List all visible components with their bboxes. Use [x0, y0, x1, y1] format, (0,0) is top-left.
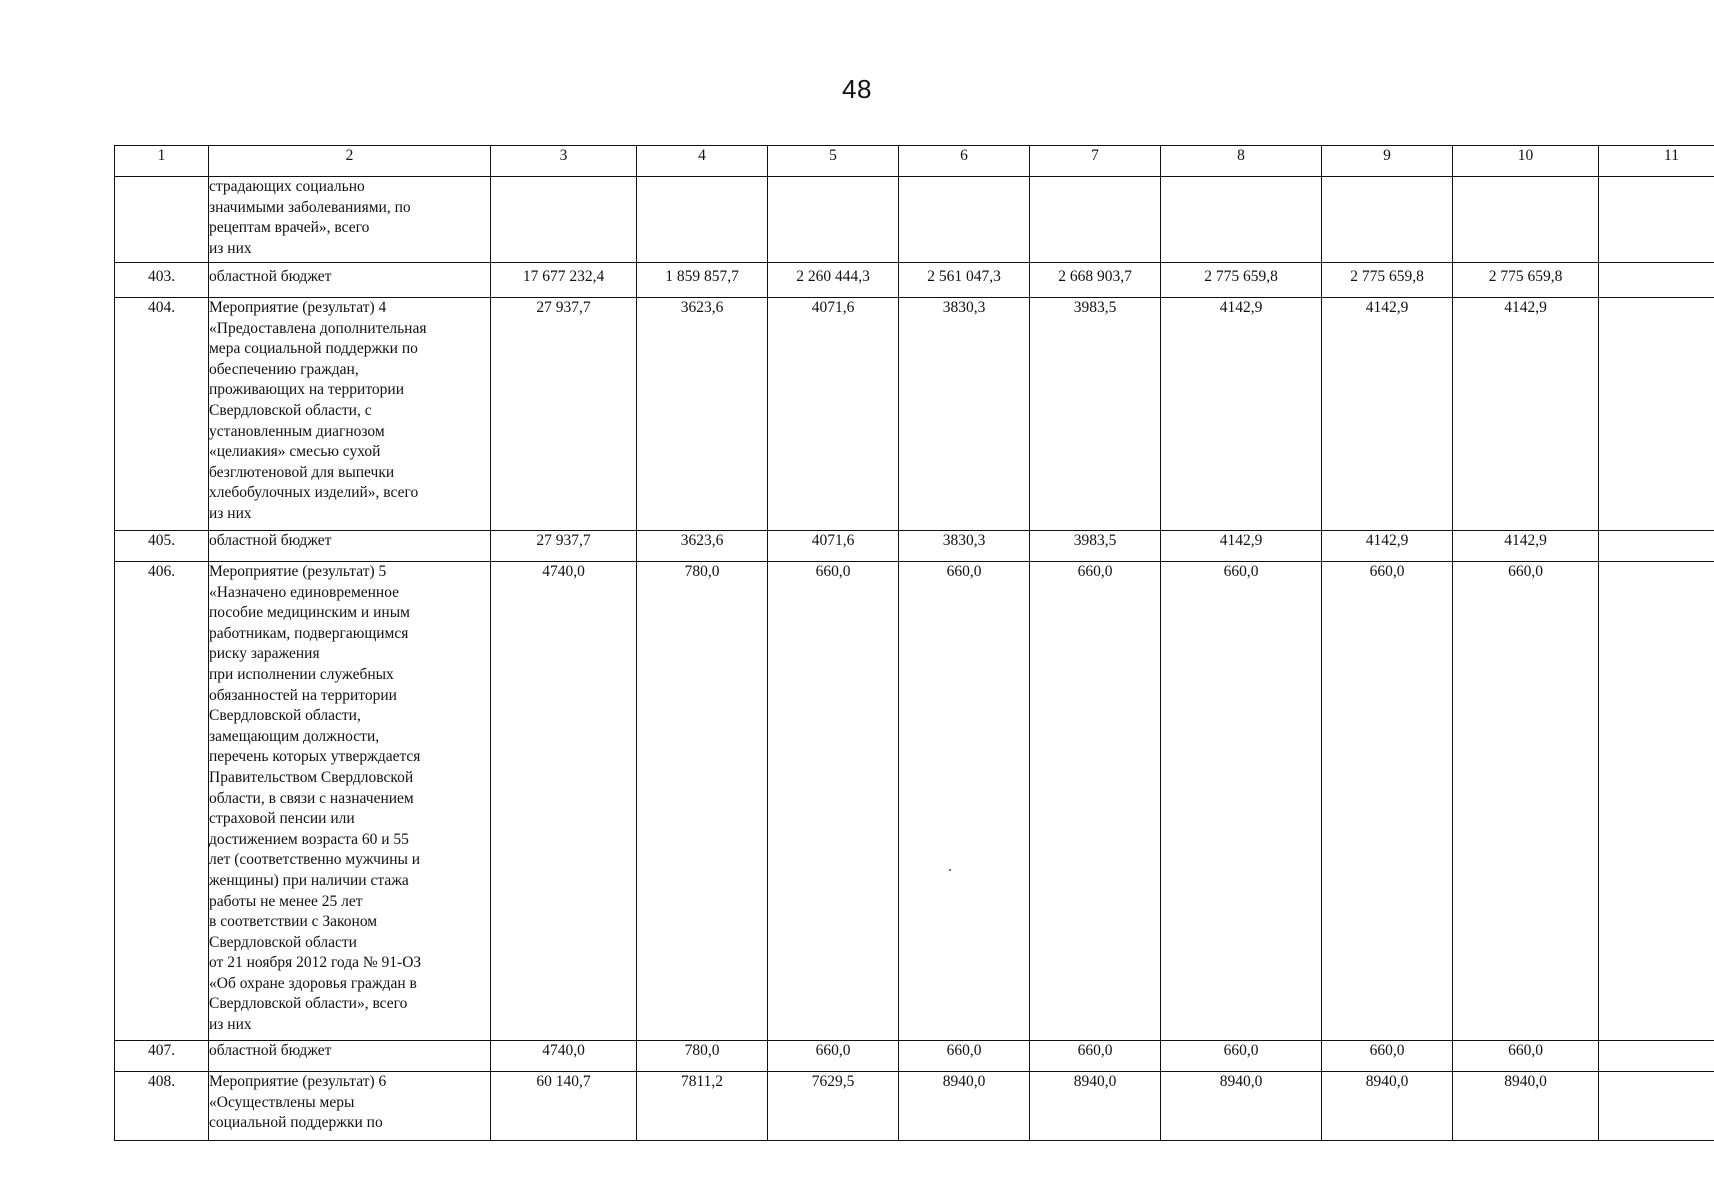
- value-cell-col-7: 3983,5: [1030, 531, 1161, 562]
- description-line: «Об охране здоровья граждан в: [209, 974, 417, 992]
- value-cell-col-5: 660,0: [768, 562, 899, 1041]
- column-header: 10: [1453, 146, 1599, 177]
- value-cell-col-11: [1599, 1041, 1714, 1072]
- value-cell-col-8: 4142,9: [1161, 531, 1322, 562]
- value-cell-col-8: 4142,9: [1161, 298, 1322, 531]
- description-line: мера социальной поддержки по: [209, 340, 418, 358]
- value-cell-col-7: 660,0: [1030, 1041, 1161, 1072]
- value-cell-col-6: [899, 177, 1030, 263]
- value-cell-col-9: 4142,9: [1322, 531, 1453, 562]
- value-cell-col-8: 8940,0: [1161, 1072, 1322, 1141]
- value-cell-col-10: 4142,9: [1453, 298, 1599, 531]
- description-line: «Предоставлена дополнительная: [209, 319, 427, 337]
- value-cell-col-9: 660,0: [1322, 562, 1453, 1041]
- scan-speck: [949, 869, 951, 871]
- description-line: областной бюджет: [209, 1042, 332, 1059]
- table-row: [115, 1072, 1714, 1141]
- value-cell-col-3: 17 677 232,4: [491, 263, 637, 298]
- description-line: «целиакия» смесью сухой: [209, 443, 381, 461]
- value-cell-col-7: 3983,5: [1030, 298, 1161, 531]
- column-header: 7: [1030, 146, 1161, 177]
- column-header: 9: [1322, 146, 1453, 177]
- description-line: областной бюджет: [209, 268, 332, 285]
- table-row: [115, 177, 1714, 263]
- description-line: Свердловской области,: [209, 707, 361, 725]
- row-number: 405.: [115, 531, 209, 562]
- description-line: работы не менее 25 лет: [209, 892, 363, 910]
- value-cell-col-4: 3623,6: [637, 531, 768, 562]
- description-line: Мероприятие (результат) 6: [209, 1073, 387, 1090]
- table-row: [115, 263, 1714, 298]
- value-cell-col-4: 3623,6: [637, 298, 768, 531]
- description-line: хлебобулочных изделий», всего: [209, 484, 419, 502]
- column-header: 8: [1161, 146, 1322, 177]
- value-cell-col-6: 660,0: [899, 1041, 1030, 1072]
- description-line: Правительством Свердловской: [209, 768, 414, 786]
- value-cell-col-4: 7811,2: [637, 1072, 768, 1141]
- column-header: 5: [768, 146, 899, 177]
- description-line: Свердловской области: [209, 933, 357, 951]
- row-number: 403.: [115, 263, 209, 298]
- row-number: 404.: [115, 298, 209, 531]
- description-line: рецептам врачей», всего: [209, 219, 370, 237]
- description-line: Свердловской области, с: [209, 401, 372, 419]
- description-line: из них: [209, 239, 252, 257]
- description-line: от 21 ноября 2012 года № 91-ОЗ: [209, 954, 422, 972]
- value-cell-col-8: 660,0: [1161, 1041, 1322, 1072]
- value-cell-col-7: 2 668 903,7: [1030, 263, 1161, 298]
- value-cell-col-4: 1 859 857,7: [637, 263, 768, 298]
- column-header: 4: [637, 146, 768, 177]
- row-description: [209, 531, 491, 562]
- value-cell-col-3: 27 937,7: [491, 298, 637, 531]
- value-cell-col-10: 660,0: [1453, 1041, 1599, 1072]
- description-line: из них: [209, 504, 252, 522]
- description-line: из них: [209, 1016, 252, 1034]
- column-number-header-row: [115, 146, 1714, 177]
- value-cell-col-7: [1030, 177, 1161, 263]
- description-line: лет (соответственно мужчины и: [209, 851, 421, 869]
- value-cell-col-10: [1453, 177, 1599, 263]
- value-cell-col-9: 4142,9: [1322, 298, 1453, 531]
- value-cell-col-5: 4071,6: [768, 298, 899, 531]
- row-number: 406.: [115, 562, 209, 1041]
- description-line: работникам, подвергающимся: [209, 624, 409, 642]
- description-line: области, в связи с назначением: [209, 789, 414, 807]
- description-line: обеспечению граждан,: [209, 360, 359, 378]
- value-cell-col-10: 4142,9: [1453, 531, 1599, 562]
- table-row: [115, 562, 1714, 1041]
- row-description: [209, 298, 491, 531]
- value-cell-col-8: [1161, 177, 1322, 263]
- value-cell-col-9: 660,0: [1322, 1041, 1453, 1072]
- description-line: страховой пенсии или: [209, 810, 355, 828]
- value-cell-col-3: 60 140,7: [491, 1072, 637, 1141]
- value-cell-col-11: [1599, 177, 1714, 263]
- description-line: перечень которых утверждается: [209, 748, 421, 766]
- value-cell-col-10: 2 775 659,8: [1453, 263, 1599, 298]
- value-cell-col-5: 660,0: [768, 1041, 899, 1072]
- value-cell-col-11: [1599, 531, 1714, 562]
- value-cell-col-9: 8940,0: [1322, 1072, 1453, 1141]
- description-line: риску заражения: [209, 645, 320, 663]
- table-body: [115, 177, 1714, 1141]
- description-line: страдающих социально: [209, 178, 365, 195]
- table-row: [115, 1041, 1714, 1072]
- row-description: [209, 177, 491, 263]
- table-row: [115, 531, 1714, 562]
- value-cell-col-6: 3830,3: [899, 531, 1030, 562]
- description-line: установленным диагнозом: [209, 422, 385, 440]
- value-cell-col-6: 2 561 047,3: [899, 263, 1030, 298]
- value-cell-col-8: 2 775 659,8: [1161, 263, 1322, 298]
- column-header: 11: [1599, 146, 1714, 177]
- column-header: 3: [491, 146, 637, 177]
- row-description: [209, 1041, 491, 1072]
- description-line: обязанностей на территории: [209, 686, 397, 704]
- value-cell-col-5: 7629,5: [768, 1072, 899, 1141]
- description-line: в соответствии с Законом: [209, 913, 378, 931]
- table-row: [115, 298, 1714, 531]
- description-line: значимыми заболеваниями, по: [209, 198, 411, 216]
- value-cell-col-5: 4071,6: [768, 531, 899, 562]
- row-description: [209, 1072, 491, 1141]
- description-line: социальной поддержки по: [209, 1114, 383, 1132]
- row-description: [209, 263, 491, 298]
- value-cell-col-5: [768, 177, 899, 263]
- value-cell-col-11: [1599, 562, 1714, 1041]
- row-number: 408.: [115, 1072, 209, 1141]
- value-cell-col-6: 660,0: [899, 562, 1030, 1041]
- column-header: 6: [899, 146, 1030, 177]
- column-header: 1: [115, 146, 209, 177]
- value-cell-col-10: 8940,0: [1453, 1072, 1599, 1141]
- value-cell-col-9: 2 775 659,8: [1322, 263, 1453, 298]
- value-cell-col-10: 660,0: [1453, 562, 1599, 1041]
- description-line: пособие медицинским и иным: [209, 604, 410, 622]
- page-number: 48: [842, 74, 872, 104]
- value-cell-col-6: 8940,0: [899, 1072, 1030, 1141]
- description-line: проживающих на территории: [209, 381, 404, 399]
- description-line: Свердловской области», всего: [209, 995, 408, 1013]
- description-line: Мероприятие (результат) 4: [209, 299, 387, 316]
- row-description: [209, 562, 491, 1041]
- description-line: «Осуществлены меры: [209, 1093, 355, 1111]
- value-cell-col-3: [491, 177, 637, 263]
- row-number: [115, 177, 209, 263]
- description-line: женщины) при наличии стажа: [209, 871, 409, 889]
- description-line: областной бюджет: [209, 532, 332, 549]
- value-cell-col-4: 780,0: [637, 562, 768, 1041]
- value-cell-col-4: 780,0: [637, 1041, 768, 1072]
- value-cell-col-11: [1599, 298, 1714, 531]
- value-cell-col-7: 8940,0: [1030, 1072, 1161, 1141]
- description-line: при исполнении служебных: [209, 665, 394, 683]
- value-cell-col-5: 2 260 444,3: [768, 263, 899, 298]
- value-cell-col-3: 4740,0: [491, 1041, 637, 1072]
- description-line: «Назначено единовременное: [209, 583, 400, 601]
- value-cell-col-4: [637, 177, 768, 263]
- value-cell-col-3: 27 937,7: [491, 531, 637, 562]
- value-cell-col-8: 660,0: [1161, 562, 1322, 1041]
- budget-table: [114, 145, 1714, 1141]
- description-line: замещающим должности,: [209, 727, 380, 745]
- description-line: достижением возраста 60 и 55: [209, 830, 409, 848]
- column-header: 2: [209, 146, 491, 177]
- description-line: Мероприятие (результат) 5: [209, 563, 387, 580]
- value-cell-col-7: 660,0: [1030, 562, 1161, 1041]
- value-cell-col-11: [1599, 1072, 1714, 1141]
- value-cell-col-3: 4740,0: [491, 562, 637, 1041]
- value-cell-col-6: 3830,3: [899, 298, 1030, 531]
- value-cell-col-11: [1599, 263, 1714, 298]
- description-line: безглютеновой для выпечки: [209, 463, 395, 481]
- value-cell-col-9: [1322, 177, 1453, 263]
- row-number: 407.: [115, 1041, 209, 1072]
